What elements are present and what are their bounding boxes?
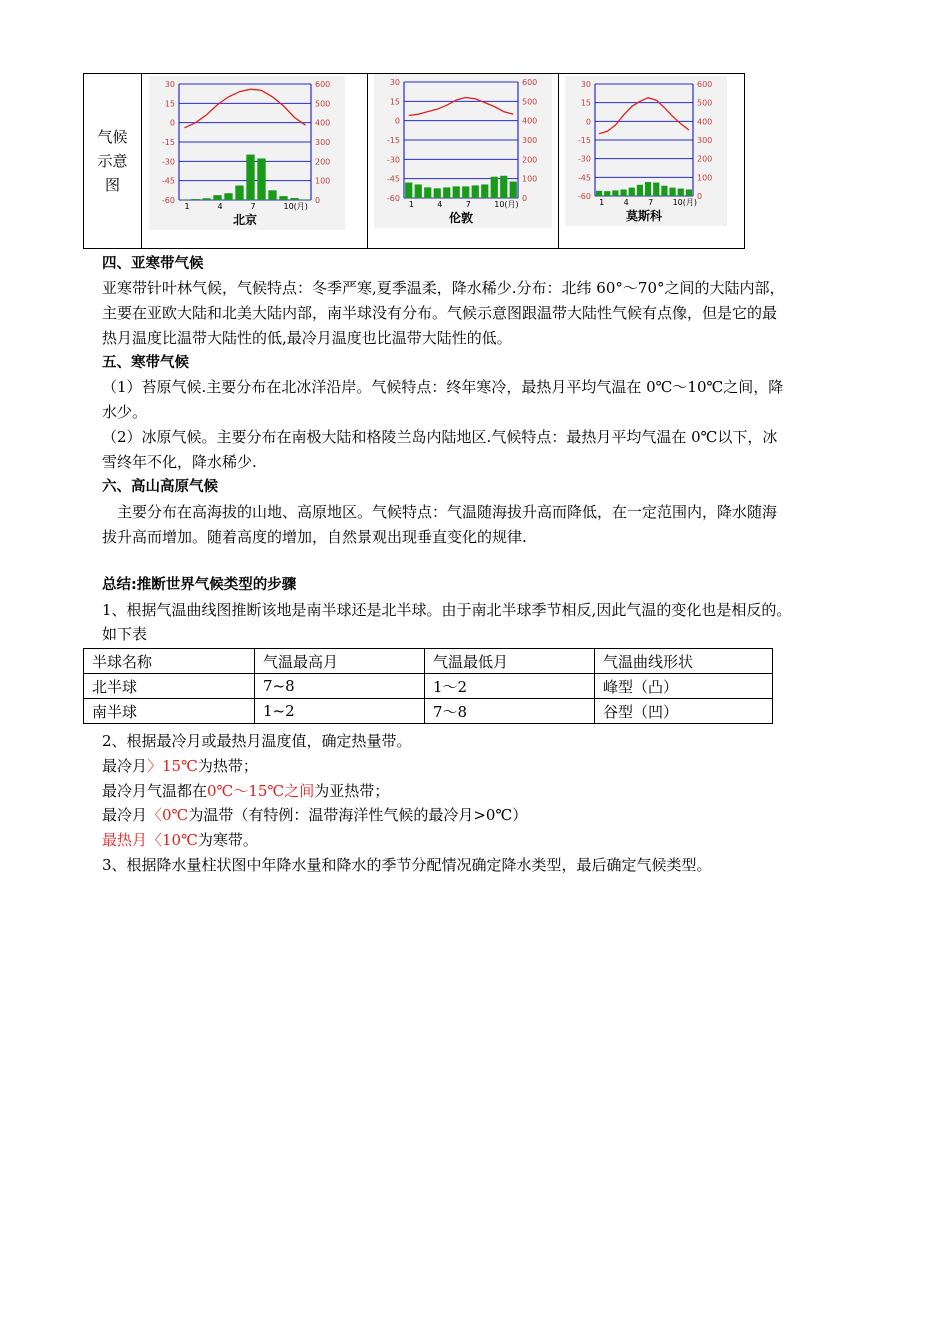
hemisphere-table	[83, 648, 773, 724]
table-cell: 北半球	[84, 674, 255, 699]
section5-heading: 五、寒带气候	[102, 355, 189, 371]
right-tick-label: 0	[315, 196, 321, 205]
rule-threshold: 0℃～15℃之间	[207, 782, 315, 800]
right-tick-label: 0	[522, 194, 528, 203]
left-tick-label: -15	[161, 138, 175, 147]
x-tick-label: 10(月)	[283, 202, 308, 211]
table-cell: 7～8	[425, 699, 595, 724]
section5-line: 水少。	[102, 403, 148, 421]
x-tick-label: 1	[184, 202, 190, 211]
precipitation-bar	[453, 186, 460, 198]
x-tick-label: 7	[465, 200, 471, 209]
table-row	[84, 699, 773, 724]
x-tick-label: 7	[250, 202, 256, 211]
table-header-cell: 半球名称	[84, 649, 255, 674]
x-tick-label: 1	[408, 200, 414, 209]
precipitation-bar	[629, 188, 635, 196]
table-header-row	[84, 649, 773, 674]
precipitation-bar	[491, 177, 498, 198]
precipitation-bar	[434, 188, 441, 198]
summary-step1: 1、根据气温曲线图推断该地是南半球还是北半球。由于南北半球季节相反,因此气温的变化也是相反的。	[102, 601, 792, 619]
left-tick-label: 30	[164, 80, 175, 89]
precipitation-bar	[202, 198, 210, 200]
x-tick-label: 1	[599, 198, 605, 207]
left-tick-label: -60	[577, 192, 591, 201]
summary-step2: 2、根据最冷月或最热月温度值，确定热量带。	[102, 732, 412, 750]
climate-chart-beijing	[149, 76, 345, 230]
right-tick-label: 200	[522, 155, 538, 165]
precipitation-bar	[645, 182, 651, 196]
row-label	[84, 74, 142, 248]
left-tick-label: 15	[389, 97, 400, 107]
summary-step1-note: 如下表	[102, 625, 148, 643]
precipitation-bar	[424, 187, 431, 198]
table-header-cell: 气温曲线形状	[595, 649, 773, 674]
right-tick-label: 500	[315, 99, 331, 109]
precipitation-bar	[661, 186, 667, 196]
precipitation-bar	[235, 186, 243, 201]
chart-cell-london	[368, 74, 559, 248]
right-tick-label: 0	[697, 192, 703, 201]
right-tick-label: 600	[315, 80, 331, 89]
left-tick-label: -45	[161, 176, 175, 186]
left-tick-label: -30	[161, 157, 175, 167]
section5-line: （2）冰原气候。主要分布在南极大陆和格陵兰岛内陆地区.气候特点：最热月平均气温在 0℃以下，冰	[102, 428, 778, 446]
precipitation-bar	[678, 189, 684, 196]
row-label-line: 示意	[97, 152, 128, 170]
rule-text: 最冷月	[102, 757, 148, 775]
left-tick-label: 30	[580, 80, 591, 89]
climate-chart-table	[83, 73, 745, 249]
rule-frigid	[102, 830, 258, 850]
section4-line: 主要在亚欧大陆和北美大陆内部，南半球没有分布。气候示意图跟温带大陆性气候有点像，但是它的最	[102, 304, 778, 322]
section6-line: 主要分布在高海拔的山地、高原地区。气候特点：气温随海拔升高而降低，在一定范围内，降水随海	[117, 503, 778, 521]
right-tick-label: 200	[315, 157, 331, 167]
left-tick-label: 0	[169, 118, 175, 128]
left-tick-label: -60	[161, 196, 175, 205]
rule-text: 最冷月	[102, 806, 148, 824]
right-tick-label: 300	[697, 136, 713, 145]
right-tick-label: 100	[315, 176, 331, 186]
table-header-cell: 气温最低月	[425, 649, 595, 674]
climate-chart-moscow	[565, 76, 727, 226]
chart-svg	[374, 74, 552, 228]
x-tick-label: 4	[217, 202, 223, 211]
rule-threshold: 最热月〈10℃	[102, 831, 198, 849]
left-tick-label: -15	[386, 136, 400, 145]
section4-heading: 四、亚寒带气候	[102, 256, 204, 272]
precipitation-bar	[510, 182, 517, 198]
right-tick-label: 500	[697, 98, 713, 108]
precipitation-bar	[257, 158, 265, 200]
right-tick-label: 400	[697, 117, 713, 127]
left-tick-label: 0	[394, 116, 400, 126]
chart-svg	[149, 76, 345, 230]
left-tick-label: 15	[164, 99, 175, 109]
chart-city-label: 北京	[232, 213, 258, 227]
table-cell: 南半球	[84, 699, 255, 724]
rule-threshold: 〈0℃	[147, 806, 189, 824]
right-tick-label: 600	[697, 80, 713, 89]
section5-line: 雪终年不化，降水稀少.	[102, 453, 257, 471]
right-tick-label: 100	[697, 173, 713, 183]
precipitation-bar	[472, 185, 479, 198]
table-row	[84, 674, 773, 699]
precipitation-bar	[462, 186, 469, 198]
left-tick-label: -15	[577, 136, 591, 145]
rule-temperate	[102, 805, 527, 825]
left-tick-label: -30	[386, 155, 400, 165]
rule-text: 为热带；	[197, 757, 258, 775]
precipitation-bar	[481, 184, 488, 198]
section4-line: 亚寒带针叶林气候，气候特点：冬季严寒,夏季温柔，降水稀少.分布：北纬 60°～70°之间的大陆内部，	[102, 279, 785, 297]
precipitation-bar	[268, 190, 276, 200]
row-label-line: 图	[104, 176, 120, 194]
left-tick-label: 0	[585, 117, 591, 127]
precipitation-bar	[596, 191, 602, 196]
table-cell: 谷型（凹）	[595, 699, 773, 724]
left-tick-label: 15	[580, 98, 591, 108]
section6-line: 拔升高而增加。随着高度的增加，自然景观出现垂直变化的规律.	[102, 528, 527, 546]
x-tick-label: 10(月)	[494, 200, 519, 209]
precipitation-bar	[191, 199, 199, 200]
table-cell: 峰型（凸）	[595, 674, 773, 699]
table-cell: 1～2	[425, 674, 595, 699]
table-header-cell: 气温最高月	[255, 649, 425, 674]
x-tick-label: 4	[623, 198, 629, 207]
rule-text: 最冷月气温都在	[102, 782, 208, 800]
precipitation-bar	[653, 183, 659, 196]
section4-line: 热月温度比温带大陆性的低,最冷月温度也比温带大陆性的低。	[102, 329, 512, 347]
section6-heading: 六、高山高原气候	[102, 479, 218, 495]
climate-chart-london	[374, 74, 552, 228]
right-tick-label: 100	[522, 174, 538, 184]
precipitation-bar	[290, 198, 298, 200]
summary-step3: 3、根据降水量柱状图中年降水量和降水的季节分配情况确定降水类型，最后确定气候类型。	[102, 856, 712, 874]
precipitation-bar	[500, 176, 507, 198]
section5-line: （1）苔原气候.主要分布在北冰洋沿岸。气候特点：终年寒冷，最热月平均气温在 0℃～10℃之间，降	[102, 378, 784, 396]
precipitation-bar	[405, 183, 412, 198]
chart-cell-beijing	[142, 74, 368, 248]
x-tick-label: 4	[437, 200, 443, 209]
rule-text: 为寒带。	[197, 831, 258, 849]
precipitation-bar	[415, 184, 422, 198]
table-cell: 1~2	[255, 699, 425, 724]
chart-city-label: 莫斯科	[625, 209, 663, 223]
right-tick-label: 400	[315, 118, 331, 128]
left-tick-label: -45	[386, 174, 400, 184]
precipitation-bar	[246, 155, 254, 200]
row-label-line: 气候	[97, 128, 128, 146]
rule-text: 为亚热带；	[314, 782, 390, 800]
summary-heading: 总结:推断世界气候类型的步骤	[102, 577, 297, 593]
right-tick-label: 300	[522, 136, 538, 145]
left-tick-label: -60	[386, 194, 400, 203]
precipitation-bar	[279, 196, 287, 200]
precipitation-bar	[686, 189, 692, 196]
precipitation-bar	[620, 189, 626, 196]
precipitation-bar	[180, 199, 188, 200]
rule-text: 为温带（有特例：温带海洋性气候的最冷月>0℃）	[188, 806, 528, 824]
precipitation-bar	[637, 185, 643, 196]
precipitation-bar	[443, 187, 450, 198]
chart-cell-moscow	[559, 74, 744, 248]
right-tick-label: 600	[522, 78, 538, 87]
left-tick-label: -45	[577, 173, 591, 183]
right-tick-label: 200	[697, 154, 713, 164]
precipitation-bar	[612, 190, 618, 196]
x-tick-label: 10(月)	[672, 198, 698, 207]
left-tick-label: -30	[577, 154, 591, 164]
rule-subtropical	[102, 781, 389, 801]
precipitation-bar	[213, 195, 221, 200]
precipitation-bar	[669, 188, 675, 196]
precipitation-bar	[224, 193, 232, 200]
chart-city-label: 伦敦	[448, 211, 474, 225]
table-cell: 7~8	[255, 674, 425, 699]
right-tick-label: 400	[522, 116, 538, 126]
rule-tropical	[102, 756, 258, 776]
right-tick-label: 300	[315, 138, 331, 147]
rule-threshold: 〉15℃	[147, 757, 198, 775]
x-tick-label: 7	[648, 198, 654, 207]
right-tick-label: 500	[522, 97, 538, 107]
precipitation-bar	[301, 199, 309, 200]
left-tick-label: 30	[389, 78, 400, 87]
precipitation-bar	[604, 191, 610, 196]
chart-svg	[565, 76, 727, 226]
